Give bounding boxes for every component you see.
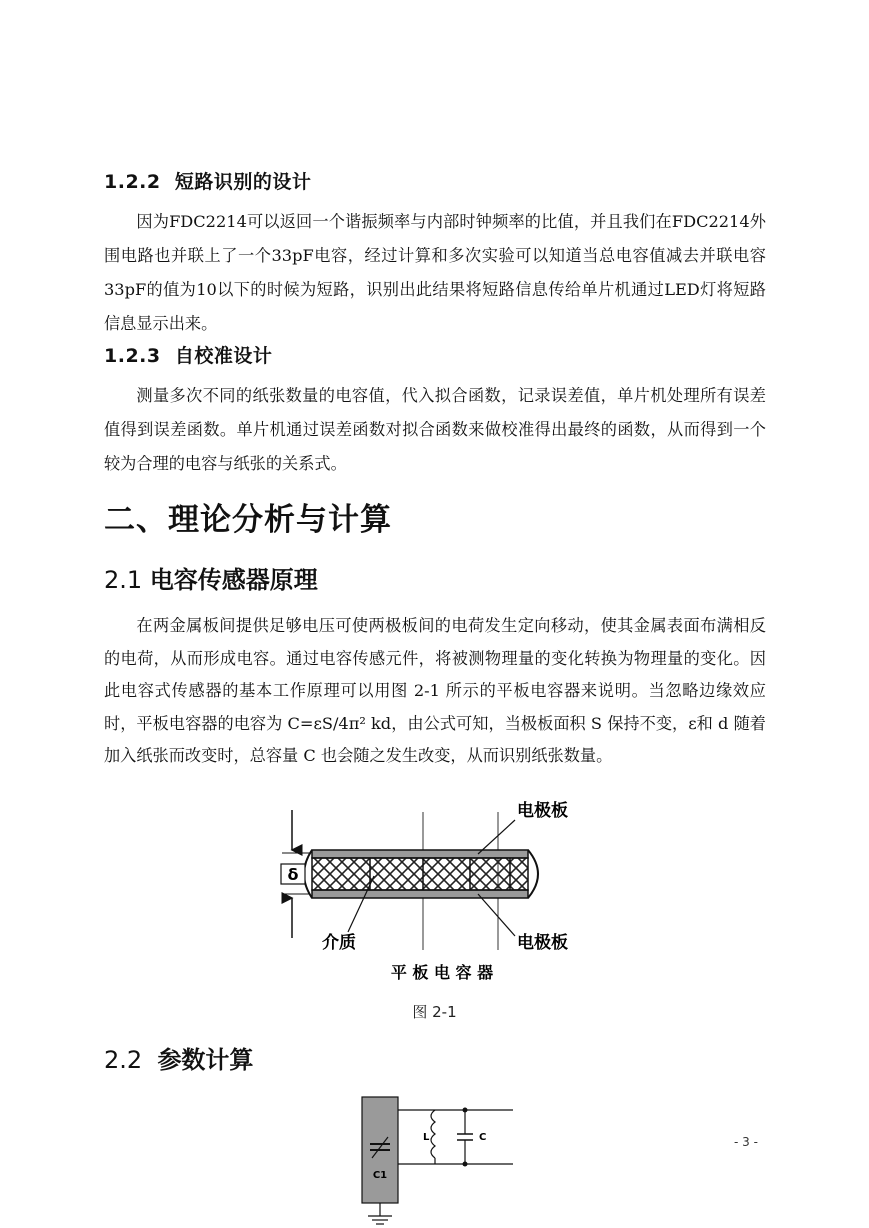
section-title: 自校准设计 xyxy=(174,345,273,367)
capacitor-label: C xyxy=(479,1132,487,1143)
section-heading-1-2-3 xyxy=(104,341,272,368)
top-electrode-label: 电极板 xyxy=(517,801,568,821)
section-number: 1.2.2 xyxy=(104,171,161,193)
bottom-electrode-label: 电极板 xyxy=(517,933,568,953)
paragraph-short-circuit: 因为FDC2214可以返回一个谐振频率与内部时钟频率的比值，并且我们在FDC2214外围电路也并联上了一个33pF电容，经过计算和多次实验可以知道当总电容值减去并联电容33pF的值为10以下的时候为短路，识别出此结果将短路信息传给单片机通过LED灯将短路信息显示出来。 xyxy=(104,212,766,333)
bottom-plate xyxy=(312,890,528,898)
lc-circuit-diagram xyxy=(355,1092,520,1228)
top-plate xyxy=(312,850,528,858)
figure-caption: 图 2-1 xyxy=(412,1003,457,1021)
dielectric-label: 介质 xyxy=(322,933,356,953)
parallel-plate-capacitor-figure xyxy=(270,790,600,990)
inductor-label: L xyxy=(423,1132,430,1143)
c1-label: C1 xyxy=(372,1170,388,1181)
gap-label: δ xyxy=(287,865,299,884)
paragraph-self-calibration: 测量多次不同的纸张数量的电容值，代入拟合函数，记录误差值，单片机处理所有误差值得到误差函数。单片机通过误差函数对拟合函数来做校准得出最终的函数，从而得到一个较为合理的电容与纸张的关系式。 xyxy=(104,386,766,473)
section-heading-2-1 xyxy=(104,560,318,595)
section-number: 2.2 xyxy=(104,1046,143,1074)
dielectric-layer xyxy=(312,858,528,890)
page-number: - 3 - xyxy=(734,1135,758,1149)
section-title: 参数计算 xyxy=(157,1046,254,1074)
section-number: 1.2.3 xyxy=(104,345,161,367)
section-heading-1-2-2 xyxy=(104,167,311,194)
paragraph-capacitor-principle: 在两金属板间提供足够电压可使两极板间的电荷发生定向移动，使其金属表面布满相反的电荷，从而形成电容。通过电容传感元件，将被测物理量的变化转换为物理量的变化。因此电容式传感器的基本工作原理可以用图 2-1 所示的平板电容器来说明。当忽略边缘效应时，平板电容器的电容为 C=εS/4π² kd，由公式可知，当极板面积 S 保持不变，ε和 d 随着加入纸张而改变时，总容量 C 也会随之发生改变，从而识别纸张数量。 xyxy=(104,616,766,765)
section-number: 2.1 xyxy=(104,566,143,594)
section-title: 电容传感器原理 xyxy=(149,566,318,594)
section-heading-2-2 xyxy=(104,1040,253,1075)
chapter-heading: 二、理论分析与计算 xyxy=(104,502,392,538)
figure-subtitle: 平 板 电 容 器 xyxy=(390,963,494,982)
section-title: 短路识别的设计 xyxy=(174,171,312,193)
